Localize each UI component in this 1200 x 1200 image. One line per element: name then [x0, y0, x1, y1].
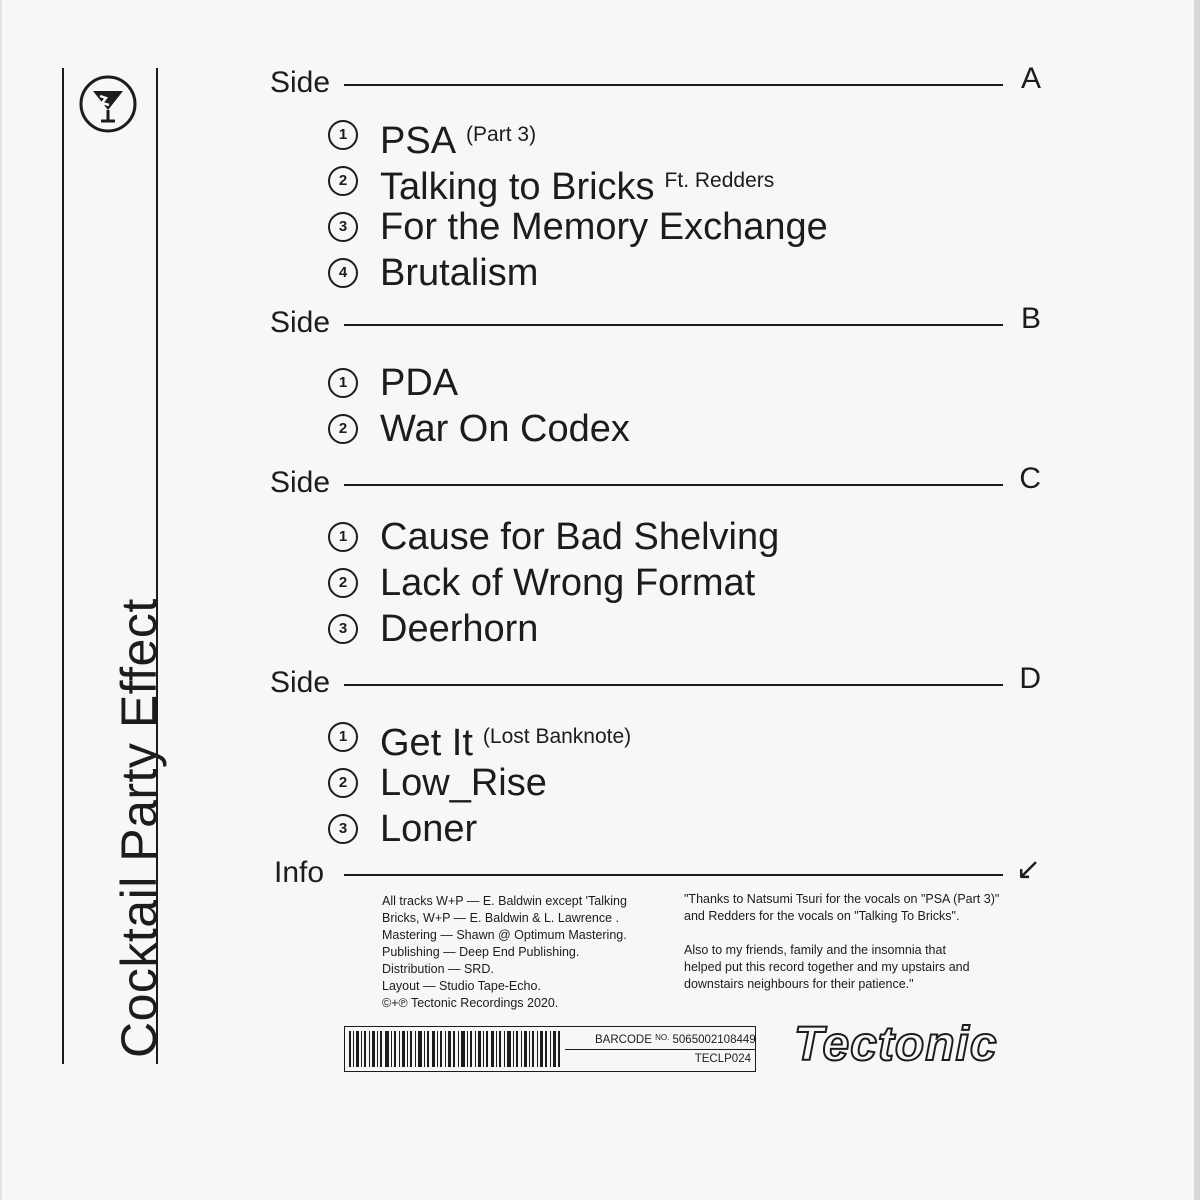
side-a-header: [270, 62, 1045, 106]
info-label: Info: [274, 856, 325, 889]
side-label: Side: [270, 466, 331, 499]
divider-line: [344, 874, 1003, 876]
side-letter: D: [1019, 662, 1041, 695]
track-number: 2: [328, 414, 358, 444]
side-letter: C: [1019, 462, 1041, 495]
track-title: Low_Rise: [380, 762, 547, 804]
arrow-down-left-icon: ↙: [1015, 853, 1041, 886]
catalog-number: TECLP024: [694, 1053, 751, 1065]
track-title: For the Memory Exchange: [380, 206, 828, 248]
track-title: Loner: [380, 808, 478, 850]
track-number: 3: [328, 212, 358, 242]
brand-name: Tectonic: [794, 1018, 998, 1070]
barcode-text: [595, 1033, 756, 1046]
thanks-text: "Thanks to Natsumi Tsuri for the vocals on "PSA (Part 3)" and Redders for the vocals on "Talking To Bricks". Also to my friends, family and the insomnia that helped put this record together and my upstairs and downstairs neighbours for their patience.": [684, 892, 1000, 991]
track-title: Talking to Bricks: [380, 166, 655, 208]
cocktail-glass-logo-icon: [78, 74, 138, 134]
side-d-header: [270, 662, 1045, 706]
album-title: Cocktail Party Effect: [111, 598, 167, 1058]
divider-line: [344, 84, 1003, 86]
tectonic-logo: [790, 1018, 1015, 1070]
left-edge: [0, 0, 2, 1200]
side-letter: A: [1020, 62, 1041, 95]
track-title: PDA: [380, 362, 459, 404]
track-subtitle: (Part 3): [466, 123, 537, 146]
track-title: War On Codex: [380, 408, 630, 450]
track-number: 3: [328, 814, 358, 844]
track-number: 1: [328, 120, 358, 150]
barcode-no: NO.: [655, 1033, 670, 1042]
credits-text: All tracks W+P — E. Baldwin except 'Talking Bricks, W+P — E. Baldwin & L. Lawrence . Mastering — Shawn @ Optimum Mastering. Publishing — Deep End Publishing. Distribution — SRD. Layout — Studio Tape-Echo. ©+℗ Tectonic Recordings 2020.: [382, 894, 627, 1010]
track-title: Get It: [380, 722, 473, 764]
track-title: Cause for Bad Shelving: [380, 516, 780, 558]
side-label: Side: [270, 306, 331, 339]
track-number: 2: [328, 166, 358, 196]
track-subtitle: (Lost Banknote): [482, 725, 632, 748]
side-label: Side: [270, 66, 331, 99]
info-header: [270, 853, 1045, 896]
track-title: Deerhorn: [380, 608, 539, 650]
track-number: 2: [328, 568, 358, 598]
track-subtitle: Ft. Redders: [664, 169, 775, 192]
barcode-divider: [565, 1049, 755, 1050]
track-number: 1: [328, 368, 358, 398]
divider-line: [344, 484, 1003, 486]
track-number: 1: [328, 522, 358, 552]
track-title: Lack of Wrong Format: [380, 562, 756, 604]
side-c-header: [270, 462, 1045, 506]
barcode-box: [344, 1026, 756, 1072]
side-label: Side: [270, 666, 331, 699]
track-number: 1: [328, 722, 358, 752]
side-letter: B: [1020, 302, 1041, 335]
divider-line: [344, 684, 1003, 686]
track-number: 2: [328, 768, 358, 798]
barcode-label: BARCODE: [595, 1034, 652, 1046]
track-title: PSA: [380, 120, 457, 162]
sidebar: [62, 68, 167, 1064]
barcode-graphic-icon: [349, 1031, 561, 1067]
barcode-number: 5065002108449: [672, 1034, 756, 1046]
divider-line: [344, 324, 1003, 326]
track-number: 3: [328, 614, 358, 644]
track-number: 4: [328, 258, 358, 288]
right-edge: [1194, 0, 1200, 1200]
side-b-header: [270, 302, 1045, 346]
track-title: Brutalism: [380, 252, 539, 294]
